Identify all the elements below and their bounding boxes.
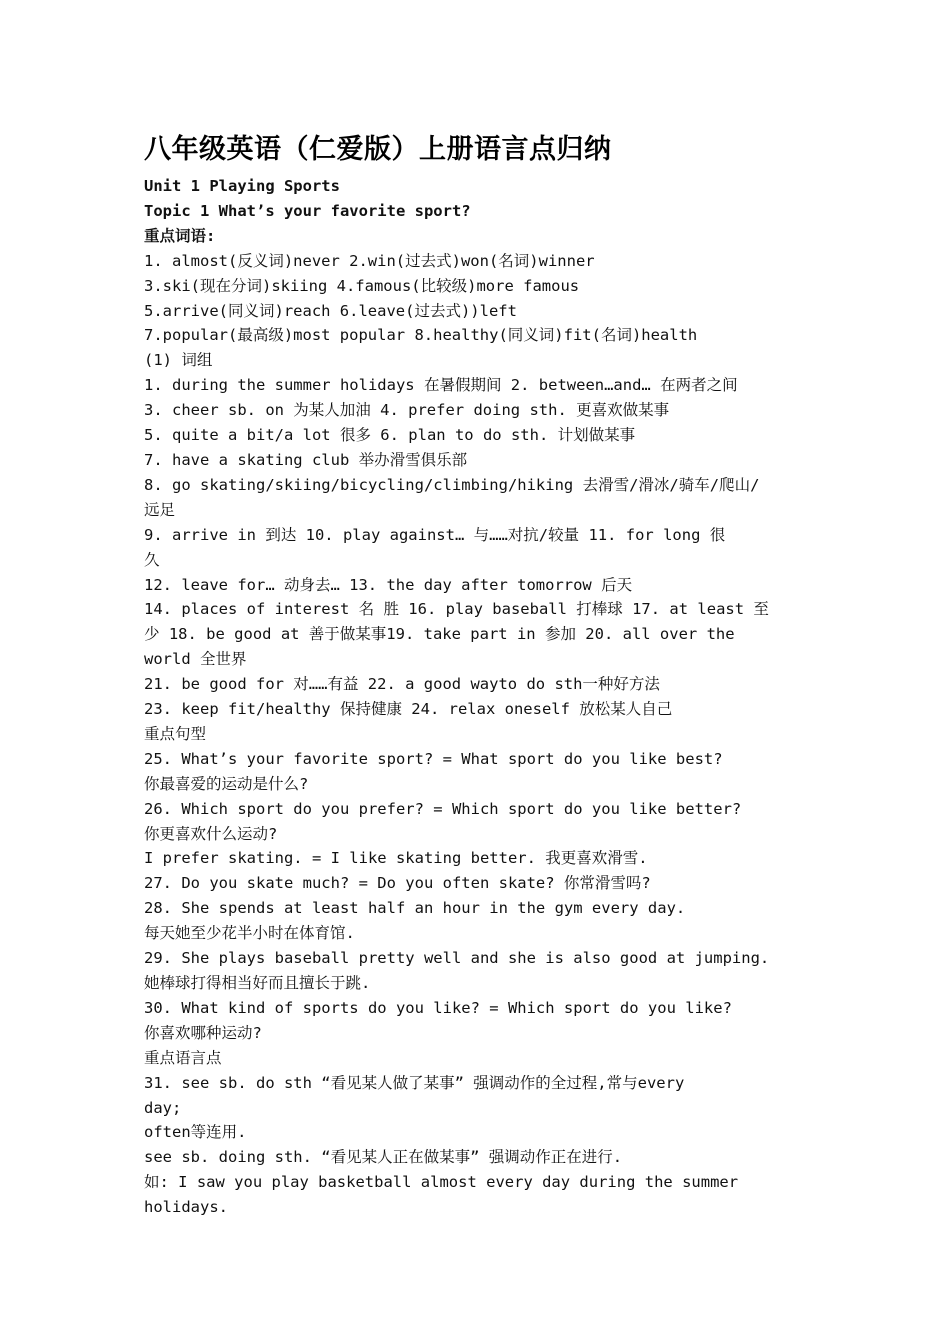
text-line: 23. keep fit/healthy 保持健康 24. relax oneself 放松某人自己 xyxy=(144,700,673,719)
text-line: 28. She spends at least half an hour in the gym every day. xyxy=(144,899,686,918)
text-line: 她棒球打得相当好而且擅长于跳. xyxy=(144,974,371,992)
text-line: 9. arrive in 到达 10. play against… 与……对抗/较量 11. for long 很 xyxy=(144,525,726,544)
text-line: 你喜欢哪种运动? xyxy=(144,1023,262,1042)
text-line: 3. cheer sb. on 为某人加油 4. prefer doing sth. 更喜欢做某事 xyxy=(144,401,670,420)
text-line: Topic 1 What’s your favorite sport? xyxy=(144,201,471,220)
text-line: 远足 xyxy=(144,500,176,519)
text-line: 5. quite a bit/a lot 很多 6. plan to do sth. 计划做某事 xyxy=(144,426,636,445)
text-line: 1. during the summer holidays 在暑假期间 2. between…and… 在两者之间 xyxy=(144,376,738,395)
text-line: I prefer skating. = I like skating better. 我更喜欢滑雪. xyxy=(144,849,648,868)
text-line: 21. be good for 对……有益 22. a good wayto do sth一种好方法 xyxy=(144,675,660,694)
document-title: 八年级英语（仁爱版）上册语言点归纳 xyxy=(144,134,612,165)
text-line: 29. She plays baseball pretty well and she is also good at jumping. xyxy=(144,949,770,968)
text-line: 14. places of interest 名 胜 16. play baseball 打棒球 17. at least 至 xyxy=(144,600,769,619)
document-body xyxy=(144,174,814,1220)
text-line: world 全世界 xyxy=(144,650,247,669)
text-line: 重点语言点 xyxy=(144,1048,222,1067)
text-line: 30. What kind of sports do you like? = Which sport do you like? xyxy=(144,998,732,1017)
text-line: 你更喜欢什么运动? xyxy=(144,824,278,843)
text-line: 7.popular(最高级)most popular 8.healthy(同义词)fit(名词)health xyxy=(144,326,698,345)
text-line: 每天她至少花半小时在体育馆. xyxy=(144,924,355,943)
text-line: 26. Which sport do you prefer? = Which sport do you like better? xyxy=(144,799,742,818)
text-line: see sb. doing sth. “看见某人正在做某事” 强调动作正在进行. xyxy=(144,1148,623,1167)
text-line: day; xyxy=(144,1098,182,1117)
text-line: 少 18. be good at 善于做某事19. take part in 参加 20. all over the xyxy=(144,625,735,644)
document-page xyxy=(144,128,814,1220)
text-line: 3.ski(现在分词)skiing 4.famous(比较级)more famous xyxy=(144,276,580,295)
text-line: (1) 词组 xyxy=(144,351,213,370)
text-line: 你最喜爱的运动是什么? xyxy=(144,774,309,793)
text-line: 25. What’s your favorite sport? = What sport do you like best? xyxy=(144,749,723,768)
text-line: 久 xyxy=(144,550,160,569)
text-line: often等连用. xyxy=(144,1123,247,1142)
text-line: 12. leave for… 动身去… 13. the day after tomorrow 后天 xyxy=(144,575,633,594)
text-line: 5.arrive(同义词)reach 6.leave(过去式))left xyxy=(144,301,517,320)
text-line: 重点句型 xyxy=(144,724,207,743)
text-line: 27. Do you skate much? = Do you often skate? 你常滑雪吗? xyxy=(144,874,651,893)
text-line: 8. go skating/skiing/bicycling/climbing/hiking 去滑雪/滑冰/骑车/爬山/ xyxy=(144,475,760,494)
text-line: 31. see sb. do sth “看见某人做了某事” 强调动作的全过程,常与every xyxy=(144,1073,685,1092)
text-line: 重点词语: xyxy=(144,226,216,245)
text-line: 7. have a skating club 举办滑雪俱乐部 xyxy=(144,450,468,469)
text-line: holidays. xyxy=(144,1198,228,1217)
text-line: Unit 1 Playing Sports xyxy=(144,177,340,195)
text-line: 1. almost(反义词)never 2.win(过去式)won(名词)winner xyxy=(144,251,595,270)
text-line: 如: I saw you play basketball almost every day during the summer xyxy=(144,1173,739,1192)
